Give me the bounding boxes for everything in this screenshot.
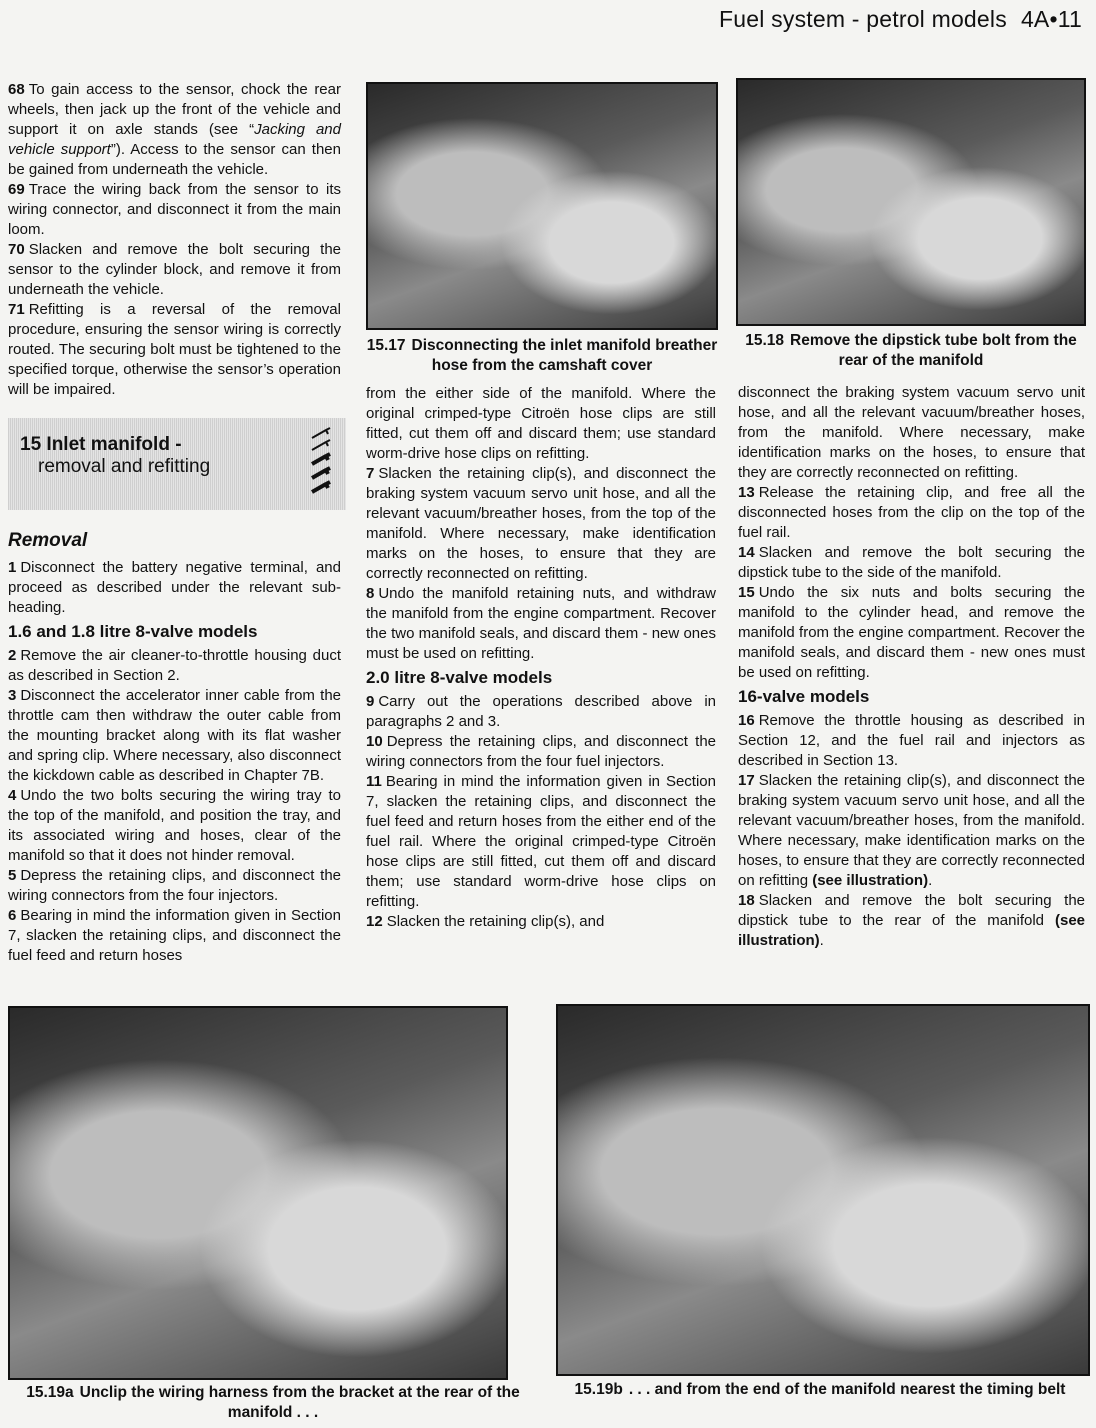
paragraph-70: 70 Slacken and remove the bolt securing the sensor to the cylinder block, and remove it from underneath the vehicle. [8,241,341,298]
paragraph-continuation-right: disconnect the braking system vacuum servo unit hose, and all the relevant vacuum/breather hoses, from the manifold. Where necessary, make identification marks on the hoses, to ensure that they are correctly reconnected on refitting. [738,384,1085,481]
paragraph-12: 12 Slacken the retaining clip(s), and [366,913,605,930]
see-illustration-ref: (see illustration) [812,872,929,889]
subheading-2-0-litre: 2.0 litre 8-valve models [366,668,553,687]
paragraph-8: 8 Undo the manifold retaining nuts, and withdraw the manifold from the engine compartment. Recover the two manifold seals, and discard them - new ones must be used on refitting. [366,585,716,662]
paragraph-1: 1 Disconnect the battery negative terminal, and proceed as described under the relevant sub-heading. [8,559,341,616]
paragraph-11: 11 Bearing in mind the information given in Section 7, slacken the retaining clips, and disconnect the fuel feed and return hoses from the either end of the fuel rail. Where the original crimped-type Citroën hose clips are still fitted, cut them off and discard them; use standard worm-drive hose clips on refitting. [366,773,716,910]
wrench-difficulty-rating-icon [306,424,336,504]
paragraph-17: 17 Slacken the retaining clip(s), and disconnect the braking system vacuum servo unit hose, and all the relevant vacuum/breather hoses, from the manifold. Where necessary, make identification marks on the hoses, to ensure that they are correctly reconnected on refitting (see illustration). [738,772,1085,889]
paragraph-13: 13 Release the retaining clip, and free all the disconnected hoses from the clip on the top of the fuel rail. [738,484,1085,541]
caption-15-19b: 15.19b . . . and from the end of the manifold nearest the timing belt [574,1381,1066,1398]
paragraph-continuation-middle: from the either side of the manifold. Where the original crimped-type Citroën hose clips are still fitted, cut them off and discard them; use standard worm-drive hose clips on refitting. [366,385,716,462]
caption-15-17: 15.17 Disconnecting the inlet manifold breather hose from the camshaft cover [366,337,718,374]
paragraph-15: 15 Undo the six nuts and bolts securing the manifold to the cylinder head, and remove the manifold from the engine compartment. Recover the manifold seals, and discard them - new ones must be used on refitting. [738,584,1085,681]
page-number: 4A•11 [1020,6,1082,32]
photo-15-18 [736,78,1086,326]
paragraph-3: 3 Disconnect the accelerator inner cable from the throttle cam then withdraw the outer cable from the mounting bracket along with its flat washer and spring clip. Where necessary, also disconnect the kickdown cable as described in Chapter 7B. [8,687,341,784]
paragraph-2: 2 Remove the air cleaner-to-throttle housing duct as described in Section 2. [8,647,341,684]
paragraph-69: 69 Trace the wiring back from the sensor to its wiring connector, and disconnect it from the main loom. [8,181,341,238]
caption-15-18: 15.18 Remove the dipstick tube bolt from the rear of the manifold [745,332,1077,369]
section-title: 15 Inlet manifold - [20,434,182,455]
left-column-top [8,80,341,400]
paragraph-7: 7 Slacken the retaining clip(s), and disconnect the braking system vacuum servo unit hose, and all the relevant vacuum/breather hoses, from the top of the manifold. Where necessary, make identification marks on the hoses, to ensure that they are correctly reconnected on refitting. [366,465,716,582]
removal-heading: Removal [8,530,88,551]
chapter-title: Fuel system - petrol models [719,6,1007,32]
running-header [719,6,1082,33]
photo-15-17 [366,82,718,330]
caption-15-19a: 15.19a Unclip the wiring harness from the bracket at the rear of the manifold . . . [26,1384,520,1421]
paragraph-10: 10 Depress the retaining clips, and disconnect the wiring connectors from the four fuel injectors. [366,733,716,770]
photo-15-19a [8,1006,508,1380]
paragraph-5: 5 Depress the retaining clips, and disconnect the wiring connectors from the four injectors. [8,867,341,904]
paragraph-14: 14 Slacken and remove the bolt securing the dipstick tube to the side of the manifold. [738,544,1085,581]
paragraph-4: 4 Undo the two bolts securing the wiring tray to the top of the manifold, and position the tray, and its associated wiring and hoses, clear of the manifold so that it does not hinder removal. [8,787,341,864]
left-column-bottom [8,558,341,966]
middle-column-text [366,384,716,932]
section-subtitle: removal and refitting [38,456,211,477]
photo-15-19b [556,1004,1090,1376]
paragraph-18: 18 Slacken and remove the bolt securing the dipstick tube to the rear of the manifold (see illustration). [738,892,1086,949]
paragraph-6: 6 Bearing in mind the information given in Section 7, slacken the retaining clips, and disconnect the fuel feed and return hoses [8,907,341,964]
see-illustration-ref: (see illustration) [738,912,1086,949]
paragraph-68: 68 To gain access to the sensor, chock the rear wheels, then jack up the front of the vehicle and support it on axle stands (see “Jacking and vehicle support”). Access to the sensor can then be gained from underneath the vehicle. [8,81,341,178]
section-heading-box [8,418,346,510]
paragraph-9: 9 Carry out the operations described above in paragraphs 2 and 3. [366,693,716,730]
paragraph-16: 16 Remove the throttle housing as described in Section 12, and the fuel rail and injectors as described in Section 13. [738,712,1085,769]
subheading-16-valve: 16-valve models [738,687,870,706]
subheading-1-6-1-8: 1.6 and 1.8 litre 8-valve models [8,622,258,641]
right-column-text [738,383,1085,951]
paragraph-71: 71 Refitting is a reversal of the removal procedure, ensuring the sensor wiring is correctly routed. The securing bolt must be tightened to the specified torque, otherwise the sensor’s operation will be impaired. [8,301,341,398]
